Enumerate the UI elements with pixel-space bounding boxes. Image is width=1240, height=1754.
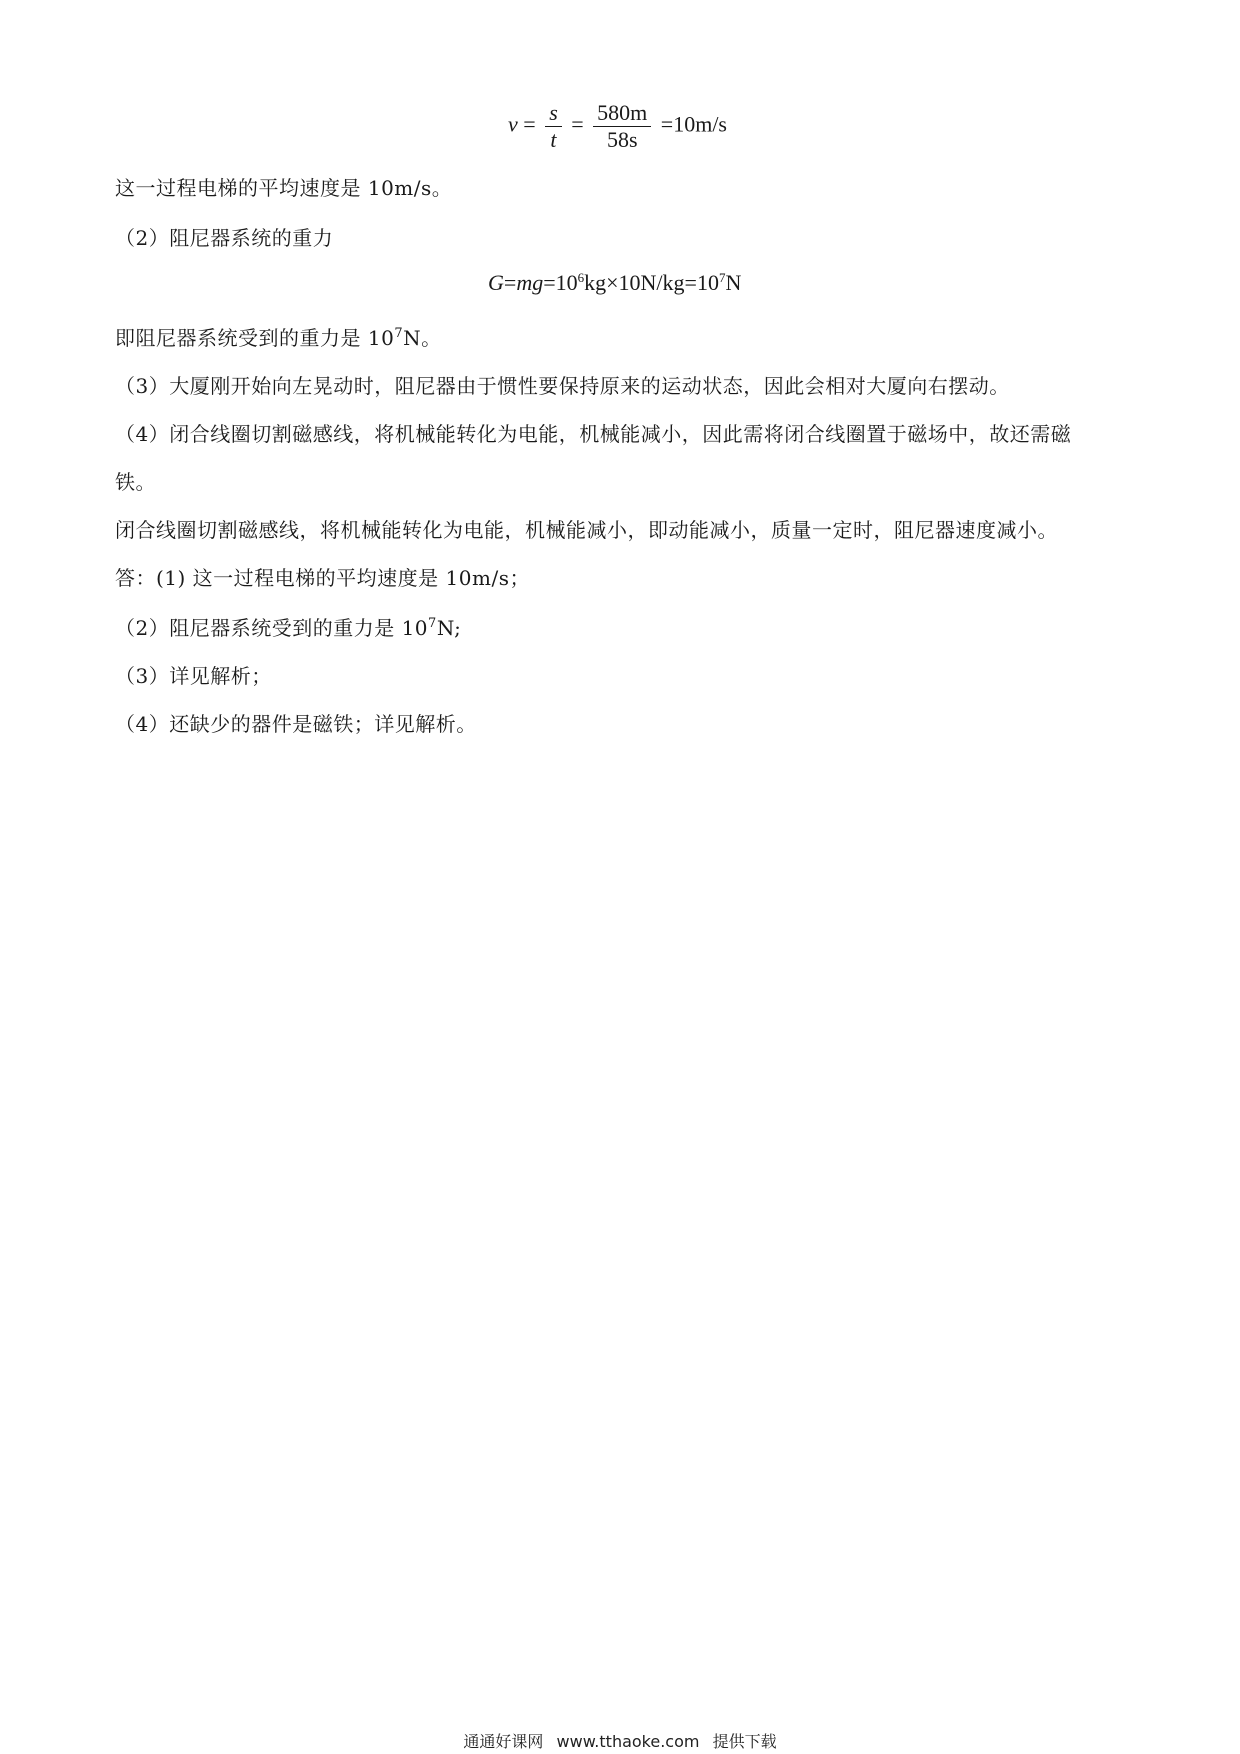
- text-part: N;: [436, 616, 462, 640]
- text-question-2-heading: （2）阻尼器系统的重力: [115, 226, 334, 250]
- fraction-numerator: 580m: [593, 100, 651, 127]
- fraction-s-over-t: [545, 100, 562, 153]
- text-answer-2: [115, 612, 461, 641]
- formula-equals: =: [523, 111, 536, 137]
- text-answer-3: （3）详见解析；: [115, 664, 272, 688]
- formula-exponent: 6: [577, 270, 585, 285]
- footer-download-text: 提供下载: [712, 1732, 777, 1751]
- text-question-4-explanation: 闭合线圈切割磁感线，将机械能转化为电能，机械能减小，即动能减小，质量一定时，阻尼器速度减小。: [115, 518, 1058, 542]
- footer-site-name: 通通好课网: [463, 1732, 544, 1751]
- formula-equals: =: [571, 111, 584, 137]
- fraction-denominator: 58s: [606, 127, 638, 152]
- text-exponent: 7: [394, 326, 404, 341]
- formula-equals: =: [503, 270, 517, 295]
- page-footer: [0, 1729, 1240, 1752]
- formula-part: =10: [543, 270, 578, 295]
- formula-symbol-v: v: [508, 111, 518, 137]
- footer-url-link[interactable]: www.tthaoke.com: [556, 1732, 700, 1751]
- fraction-distance-over-time: [593, 100, 651, 153]
- velocity-formula: [508, 100, 727, 153]
- text-question-4-line-1: （4）闭合线圈切割磁感线，将机械能转化为电能，机械能减小，因此需将闭合线圈置于磁场中，故还需磁: [115, 422, 1072, 446]
- formula-part: kg×10N/kg=10: [584, 270, 719, 295]
- formula-exponent: 7: [718, 270, 726, 285]
- text-part: 即阻尼器系统受到的重力是 10: [115, 326, 395, 350]
- formula-result: =10m/s: [660, 111, 727, 137]
- fraction-denominator: t: [550, 127, 557, 152]
- text-part: （2）阻尼器系统受到的重力是 10: [115, 616, 429, 640]
- gravity-formula: [488, 270, 741, 296]
- text-part: N。: [403, 326, 442, 350]
- text-question-4-line-2: 铁。: [115, 470, 156, 494]
- text-average-speed: 这一过程电梯的平均速度是 10m/s。: [115, 176, 453, 200]
- text-answer-4: （4）还缺少的器件是磁铁；详见解析。: [115, 712, 477, 736]
- text-exponent: 7: [428, 616, 437, 631]
- text-answer-1: 答：(1) 这一过程电梯的平均速度是 10m/s；: [115, 566, 530, 590]
- text-question-3: （3）大厦刚开始向左晃动时，阻尼器由于惯性要保持原来的运动状态，因此会相对大厦向右摆动。: [115, 374, 1010, 398]
- text-gravity-result: [115, 322, 442, 351]
- formula-part: N: [725, 270, 742, 295]
- formula-symbol-g: G: [488, 270, 504, 295]
- fraction-numerator: s: [545, 100, 562, 127]
- formula-symbol-mg: mg: [516, 270, 544, 295]
